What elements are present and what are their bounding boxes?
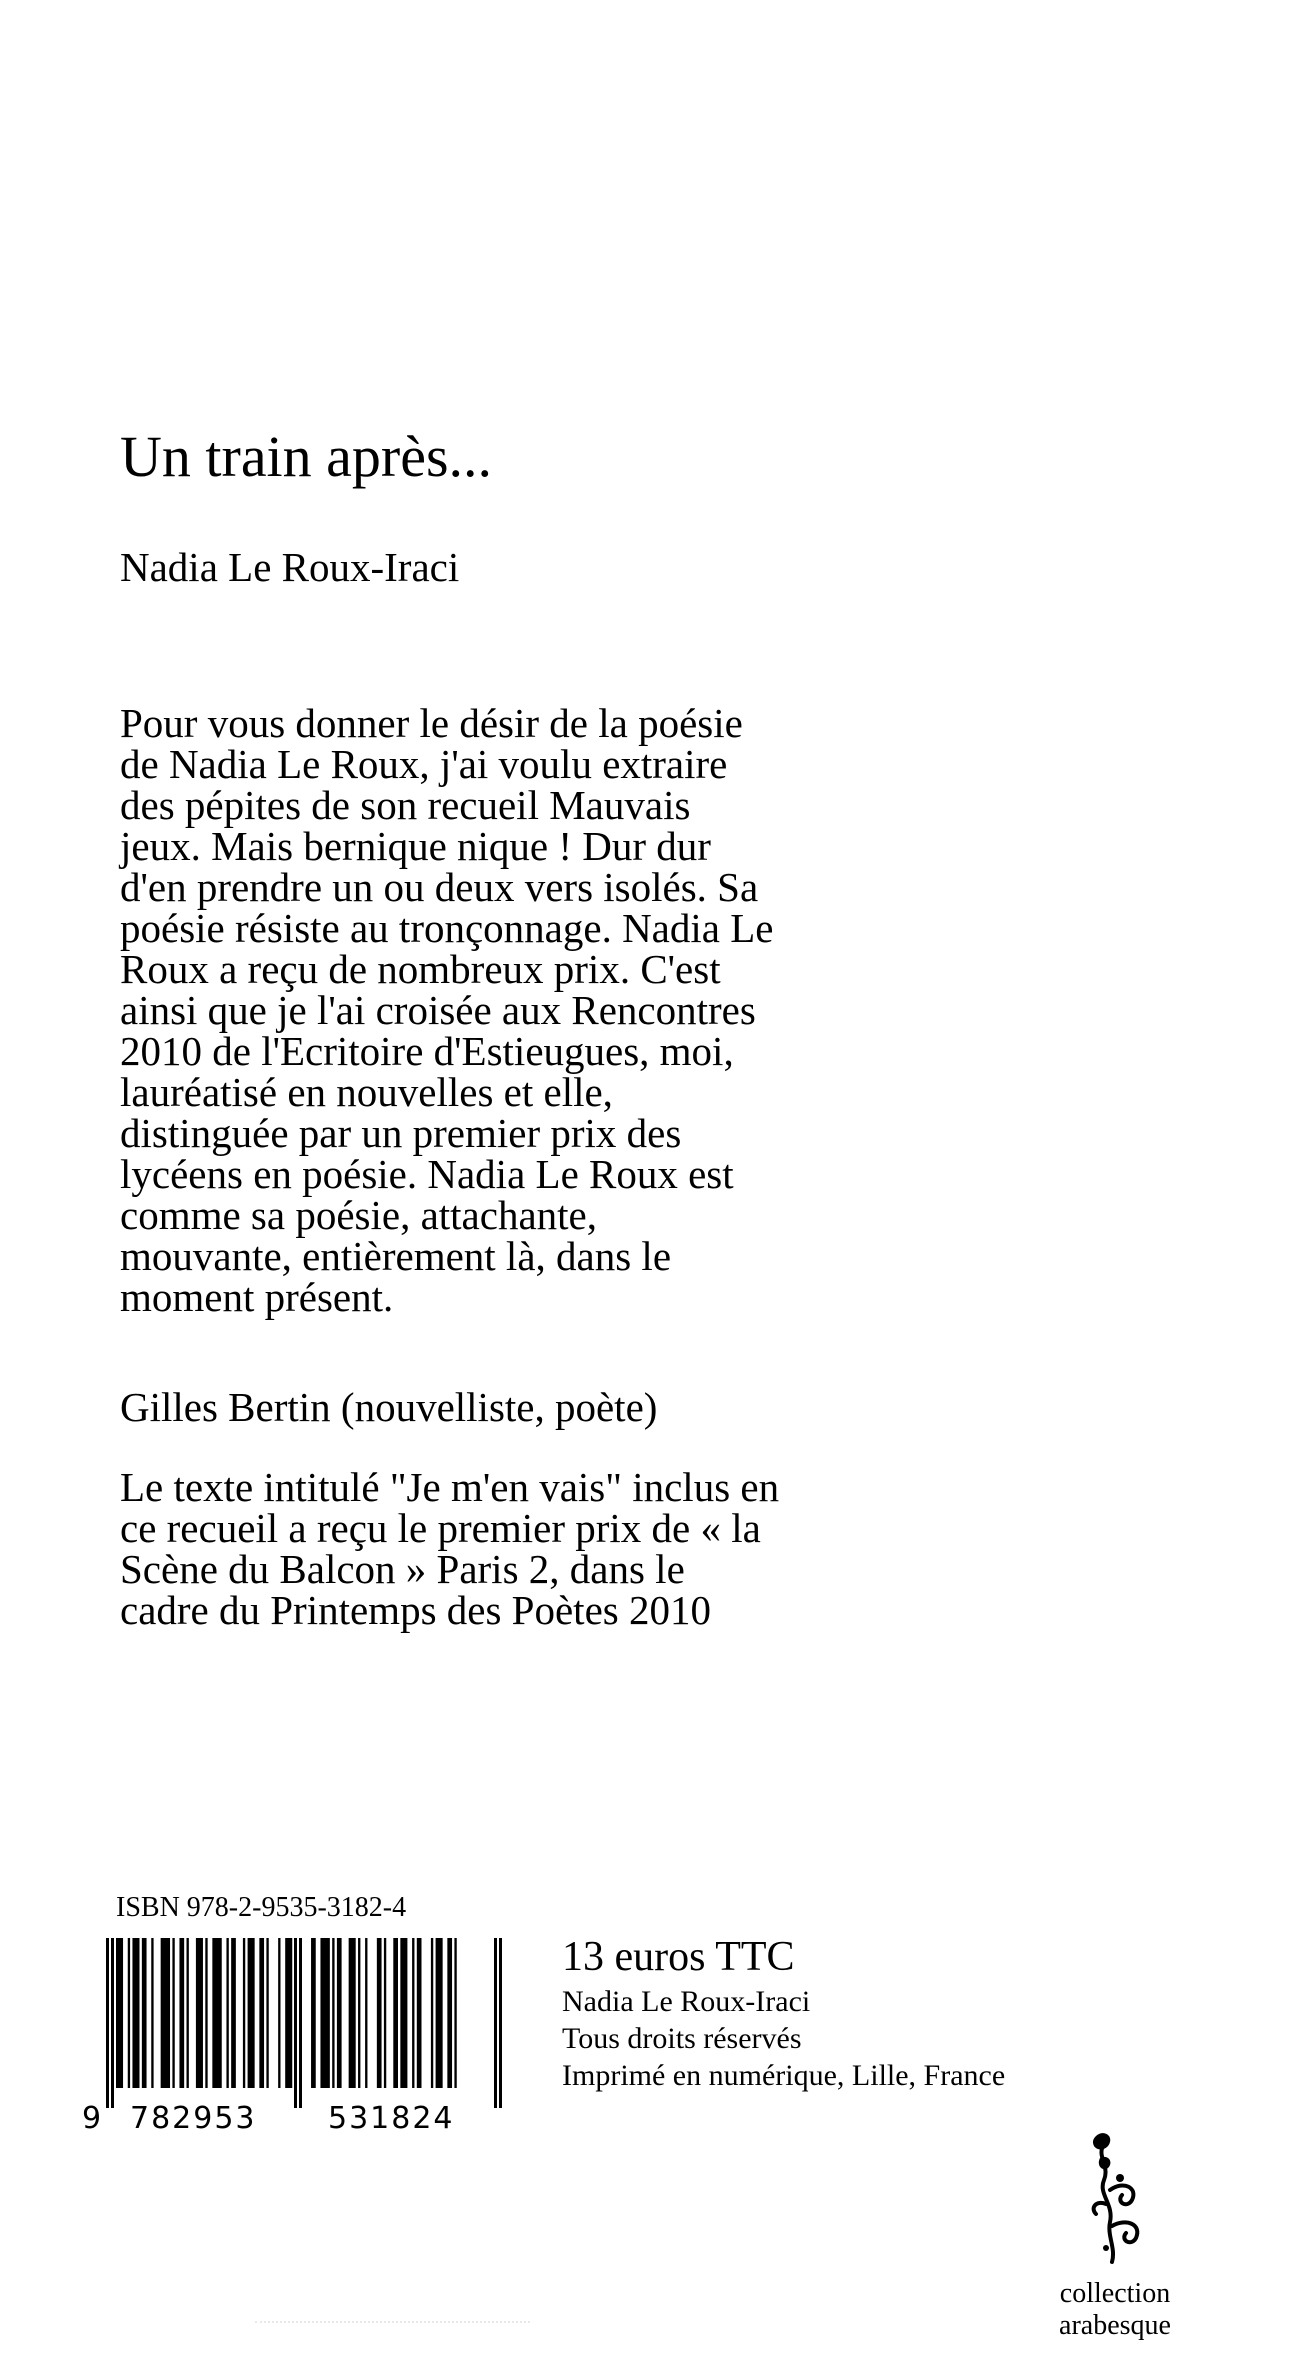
barcode-bar (431, 1938, 433, 2088)
book-title: Un train après... (120, 424, 493, 489)
blurb-line: d'en prendre un ou deux vers isolés. Sa (120, 864, 759, 910)
blurb-line: 2010 de l'Ecritoire d'Estieugues, moi, (120, 1028, 734, 1074)
barcode-bar (179, 1938, 184, 2088)
blurb-line: Roux a reçu de nombreux prix. C'est (120, 946, 721, 992)
barcode-guard-bar (499, 1938, 502, 2108)
barcode-bar (172, 1938, 174, 2088)
barcode-bar (332, 1938, 334, 2088)
book-author: Nadia Le Roux-Iraci (120, 544, 460, 590)
collection-name-line: arabesque (1059, 2310, 1171, 2341)
colophon (562, 1983, 1005, 2094)
barcode-bar (161, 1938, 170, 2088)
collection-name (1040, 2278, 1190, 2342)
collection-name-line: collection (1059, 2278, 1171, 2309)
barcode-bar (151, 1938, 153, 2088)
barcode-bar (278, 1938, 280, 2088)
prize-note-line: Le texte intitulé "Je m'en vais" inclus en (120, 1464, 780, 1510)
barcode-guard-bar (106, 1938, 109, 2108)
blurb-line: poésie résiste au tronçonnage. Nadia Le (120, 905, 774, 951)
barcode-guard-bar (111, 1938, 114, 2108)
divider (255, 2321, 530, 2323)
prize-note (120, 1464, 980, 1633)
barcode-bar (132, 1938, 139, 2088)
barcode-bar (212, 1938, 221, 2088)
isbn-barcode (82, 1932, 512, 2138)
blurb-line: Pour vous donner le désir de la poésie (120, 700, 743, 746)
prize-note-line: ce recueil a reçu le premier prix de « la (120, 1505, 761, 1551)
barcode-bar (358, 1938, 360, 2088)
barcode-bar (226, 1938, 228, 2088)
prize-note-line: Scène du Balcon » Paris 2, dans le (120, 1546, 685, 1592)
blurb-line: moment présent. (120, 1274, 394, 1320)
blurb-attribution: Gilles Bertin (nouvelliste, poète) (120, 1384, 658, 1430)
barcode-digit-first: 9 (82, 2101, 102, 2136)
blurb-line: lycéens en poésie. Nadia Le Roux est (120, 1151, 734, 1197)
barcode-bar (384, 1938, 386, 2088)
barcode-bar (365, 1938, 367, 2088)
barcode-bar (116, 1938, 123, 2088)
barcode-bar (196, 1938, 203, 2088)
blurb-line: comme sa poésie, attachante, (120, 1192, 597, 1238)
arabesque-logo-icon (1060, 2130, 1170, 2270)
barcode-bar (447, 1938, 452, 2088)
blurb-text (120, 700, 980, 1320)
barcode-bars (106, 1938, 502, 2108)
barcode-guard-bar (299, 1938, 302, 2108)
price: 13 euros TTC (562, 1934, 795, 1980)
barcode-digits-left: 782953 (130, 2101, 257, 2136)
colophon-line: Tous droits réservés (562, 2022, 802, 2055)
blurb-line: lauréatisé en nouvelles et elle, (120, 1069, 613, 1115)
barcode-bar (320, 1938, 329, 2088)
barcode-bar (337, 1938, 342, 2088)
barcode-bar (454, 1938, 456, 2088)
blurb-line: distinguée par un premier prix des (120, 1110, 682, 1156)
barcode-bar (243, 1938, 245, 2088)
barcode-bar (205, 1938, 207, 2088)
barcode-bar (266, 1938, 268, 2088)
barcode-bar (231, 1938, 236, 2088)
barcode-bar (259, 1938, 264, 2088)
barcode-guard-bar (294, 1938, 297, 2108)
prize-note-line: cadre du Printemps des Poètes 2010 (120, 1587, 711, 1633)
blurb-line: mouvante, entièrement là, dans le (120, 1233, 672, 1279)
barcode-bar (393, 1938, 398, 2088)
blurb-line: de Nadia Le Roux, j'ai voulu extraire (120, 741, 728, 787)
blurb-line: des pépites de son recueil Mauvais (120, 782, 691, 828)
barcode-guard-bar (494, 1938, 497, 2108)
barcode-bar (128, 1938, 130, 2088)
barcode-bar (417, 1938, 422, 2088)
barcode-bar (400, 1938, 407, 2088)
blurb-line: jeux. Mais bernique nique ! Dur dur (120, 823, 711, 869)
barcode-bar (349, 1938, 356, 2088)
barcode-bar (377, 1938, 382, 2088)
barcode-bar (285, 1938, 292, 2088)
barcode-bar (248, 1938, 255, 2088)
blurb-line: ainsi que je l'ai croisée aux Rencontres (120, 987, 756, 1033)
barcode-bar (142, 1938, 147, 2088)
barcode-bar (311, 1938, 316, 2088)
colophon-line: Imprimé en numérique, Lille, France (562, 2059, 1006, 2092)
barcode-digits-right: 531824 (328, 2101, 455, 2136)
barcode-bar (436, 1938, 443, 2088)
barcode-bar (412, 1938, 414, 2088)
isbn-number: ISBN 978-2-9535-3182-4 (116, 1892, 407, 1923)
barcode-bar (187, 1938, 189, 2088)
colophon-line: Nadia Le Roux-Iraci (562, 1985, 811, 2018)
